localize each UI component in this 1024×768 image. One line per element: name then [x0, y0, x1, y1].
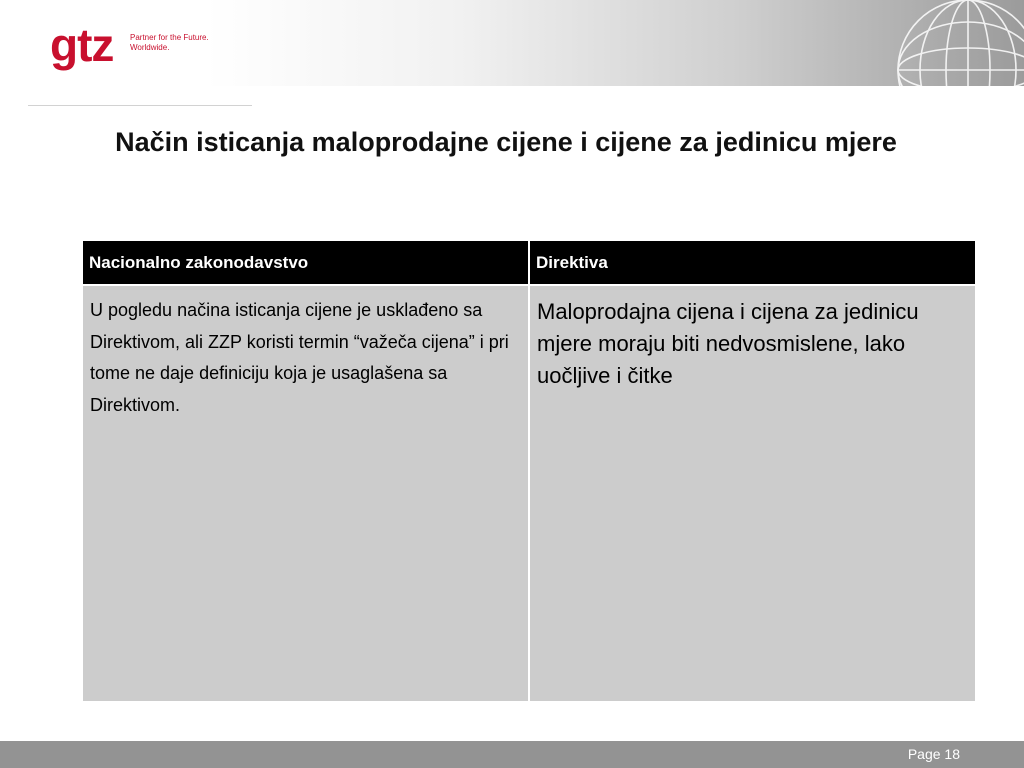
footer-bar [0, 741, 1024, 768]
table-header-directive: Direktiva [530, 241, 975, 284]
table-cell-directive: Maloprodajna cijena i cijena za jedinicu mjere moraju biti nedvosmislene, lako uočljive i čitke [530, 286, 975, 701]
logo-mark: gtz [50, 19, 114, 71]
table-header-national-law: Nacionalno zakonodavstvo [83, 241, 528, 284]
comparison-table [82, 240, 974, 700]
header-divider [28, 105, 252, 106]
logo-tagline-line1: Partner for the Future. [130, 33, 209, 42]
slide-title: Način isticanja maloprodajne cijene i cijene za jedinicu mjere [115, 127, 897, 157]
table-cell-national-law: U pogledu načina isticanja cijene je usklađeno sa Direktivom, ali ZZP koristi termin “važeča cijena” i pri tome ne daje definiciju koja je usaglašena sa Direktivom. [83, 286, 528, 701]
page-number: Page 18 [907, 746, 960, 762]
logo-tagline-line2: Worldwide. [130, 43, 170, 52]
logo-tagline [130, 33, 209, 53]
globe-icon [888, 0, 1024, 86]
